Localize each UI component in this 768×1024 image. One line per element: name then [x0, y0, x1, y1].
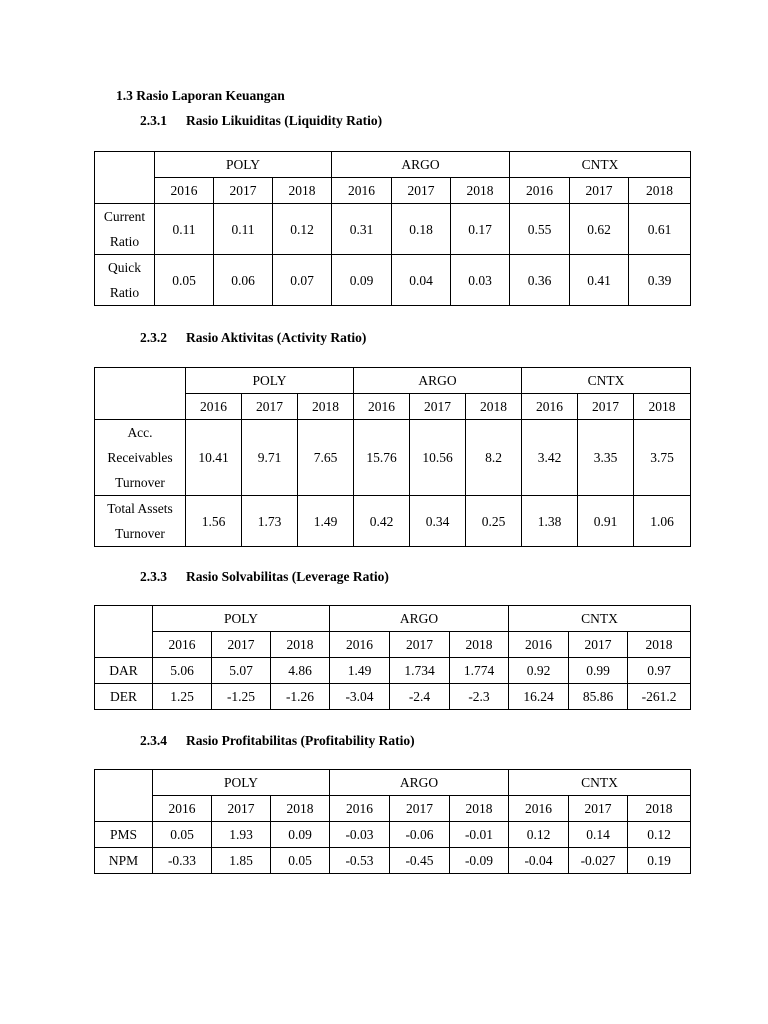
year-header: 2016 [510, 178, 570, 204]
value-cell: 1.774 [450, 658, 509, 684]
value-cell: 0.03 [451, 255, 510, 306]
table-row [95, 255, 691, 306]
value-cell: 5.06 [153, 658, 212, 684]
value-cell: 0.17 [451, 204, 510, 255]
company-header-poly: POLY [153, 606, 330, 632]
year-header: 2017 [569, 796, 628, 822]
year-header-row [95, 632, 691, 658]
year-header-row [95, 178, 691, 204]
value-cell: 0.42 [354, 496, 410, 547]
value-cell: 0.05 [155, 255, 214, 306]
value-cell: 0.09 [332, 255, 392, 306]
value-cell: 1.25 [153, 684, 212, 710]
year-header: 2017 [390, 796, 450, 822]
value-cell: 0.36 [510, 255, 570, 306]
leverage-ratio-table [94, 605, 691, 710]
value-cell: -3.04 [330, 684, 390, 710]
table-header-row [95, 152, 691, 178]
company-header-poly: POLY [155, 152, 332, 178]
profitability-ratio-table [94, 769, 691, 874]
value-cell: 0.91 [578, 496, 634, 547]
row-label: DAR [95, 658, 153, 684]
value-cell: -0.06 [390, 822, 450, 848]
company-header-argo: ARGO [354, 368, 522, 394]
row-label: Total Assets Turnover [95, 496, 186, 547]
value-cell: 0.11 [214, 204, 273, 255]
value-cell: 0.05 [271, 848, 330, 874]
value-cell: -2.3 [450, 684, 509, 710]
value-cell: 10.56 [410, 420, 466, 496]
year-header: 2016 [509, 796, 569, 822]
value-cell: 0.34 [410, 496, 466, 547]
table-row [95, 496, 691, 547]
value-cell: -261.2 [628, 684, 691, 710]
year-header: 2016 [354, 394, 410, 420]
value-cell: 15.76 [354, 420, 410, 496]
year-header: 2018 [273, 178, 332, 204]
table-3-number: 2.3.3 [140, 569, 167, 584]
value-cell: 0.11 [155, 204, 214, 255]
year-header: 2018 [298, 394, 354, 420]
value-cell: 0.25 [466, 496, 522, 547]
company-header-cntx: CNTX [510, 152, 691, 178]
row-label: PMS [95, 822, 153, 848]
value-cell: 0.12 [273, 204, 332, 255]
table-header-row [95, 368, 691, 394]
value-cell: 0.04 [392, 255, 451, 306]
value-cell: 0.31 [332, 204, 392, 255]
table-row [95, 684, 691, 710]
value-cell: 0.19 [628, 848, 691, 874]
row-label: Quick Ratio [95, 255, 155, 306]
value-cell: 0.92 [509, 658, 569, 684]
value-cell: 0.05 [153, 822, 212, 848]
value-cell: 85.86 [569, 684, 628, 710]
value-cell: 0.61 [629, 204, 691, 255]
table-2-number: 2.3.2 [140, 330, 167, 345]
value-cell: 0.41 [570, 255, 629, 306]
year-header: 2017 [410, 394, 466, 420]
value-cell: -0.53 [330, 848, 390, 874]
table-4-title: Rasio Profitabilitas (Profitability Ratio) [186, 733, 415, 748]
value-cell: 0.18 [392, 204, 451, 255]
year-header: 2017 [392, 178, 451, 204]
value-cell: 7.65 [298, 420, 354, 496]
activity-ratio-table [94, 367, 691, 547]
value-cell: -1.25 [212, 684, 271, 710]
table-2-heading [140, 330, 366, 346]
company-header-argo: ARGO [332, 152, 510, 178]
table-3-heading [140, 569, 389, 585]
value-cell: 3.75 [634, 420, 691, 496]
year-header: 2017 [390, 632, 450, 658]
value-cell: -0.027 [569, 848, 628, 874]
year-header: 2017 [212, 632, 271, 658]
company-header-argo: ARGO [330, 770, 509, 796]
year-header: 2016 [153, 796, 212, 822]
table-4-number: 2.3.4 [140, 733, 167, 748]
row-label: Acc. Receivables Turnover [95, 420, 186, 496]
value-cell: -2.4 [390, 684, 450, 710]
year-header: 2018 [634, 394, 691, 420]
value-cell: 5.07 [212, 658, 271, 684]
year-header: 2018 [628, 796, 691, 822]
value-cell: 0.09 [271, 822, 330, 848]
value-cell: 0.12 [509, 822, 569, 848]
table-1-heading [140, 113, 382, 129]
company-header-cntx: CNTX [522, 368, 691, 394]
company-header-poly: POLY [153, 770, 330, 796]
value-cell: 9.71 [242, 420, 298, 496]
value-cell: 3.35 [578, 420, 634, 496]
year-header: 2018 [451, 178, 510, 204]
value-cell: 0.12 [628, 822, 691, 848]
value-cell: 1.734 [390, 658, 450, 684]
year-header: 2016 [332, 178, 392, 204]
value-cell: 0.97 [628, 658, 691, 684]
table-row [95, 420, 691, 496]
table-row [95, 822, 691, 848]
table-1-number: 2.3.1 [140, 113, 167, 128]
corner-cell [95, 152, 155, 204]
year-header: 2017 [214, 178, 273, 204]
value-cell: 1.49 [330, 658, 390, 684]
table-2-title: Rasio Aktivitas (Activity Ratio) [186, 330, 367, 345]
value-cell: -0.33 [153, 848, 212, 874]
table-header-row [95, 606, 691, 632]
value-cell: 10.41 [186, 420, 242, 496]
value-cell: 0.07 [273, 255, 332, 306]
table-header-row [95, 770, 691, 796]
corner-cell [95, 770, 153, 822]
year-header: 2018 [450, 796, 509, 822]
year-header: 2017 [569, 632, 628, 658]
company-header-cntx: CNTX [509, 606, 691, 632]
section-title: 1.3 Rasio Laporan Keuangan [116, 88, 285, 103]
corner-cell [95, 368, 186, 420]
year-header: 2017 [242, 394, 298, 420]
year-header: 2016 [330, 796, 390, 822]
row-label: NPM [95, 848, 153, 874]
value-cell: 1.49 [298, 496, 354, 547]
year-header: 2017 [212, 796, 271, 822]
year-header: 2018 [629, 178, 691, 204]
value-cell: -0.09 [450, 848, 509, 874]
year-header: 2017 [570, 178, 629, 204]
value-cell: -0.45 [390, 848, 450, 874]
value-cell: 0.62 [570, 204, 629, 255]
row-label: DER [95, 684, 153, 710]
value-cell: 1.85 [212, 848, 271, 874]
table-row [95, 848, 691, 874]
value-cell: 4.86 [271, 658, 330, 684]
table-3-title: Rasio Solvabilitas (Leverage Ratio) [186, 569, 389, 584]
value-cell: 0.99 [569, 658, 628, 684]
value-cell: 1.06 [634, 496, 691, 547]
company-header-poly: POLY [186, 368, 354, 394]
table-row [95, 658, 691, 684]
value-cell: 8.2 [466, 420, 522, 496]
value-cell: 0.14 [569, 822, 628, 848]
year-header: 2016 [330, 632, 390, 658]
table-row [95, 204, 691, 255]
value-cell: 1.56 [186, 496, 242, 547]
table-4-heading [140, 733, 415, 749]
value-cell: 0.55 [510, 204, 570, 255]
corner-cell [95, 606, 153, 658]
liquidity-ratio-table [94, 151, 691, 306]
year-header: 2016 [522, 394, 578, 420]
year-header: 2018 [628, 632, 691, 658]
year-header: 2018 [271, 796, 330, 822]
year-header: 2016 [155, 178, 214, 204]
value-cell: -0.03 [330, 822, 390, 848]
value-cell: 3.42 [522, 420, 578, 496]
value-cell: 0.39 [629, 255, 691, 306]
year-header: 2016 [509, 632, 569, 658]
year-header-row [95, 796, 691, 822]
year-header: 2018 [466, 394, 522, 420]
company-header-argo: ARGO [330, 606, 509, 632]
value-cell: -0.01 [450, 822, 509, 848]
value-cell: -0.04 [509, 848, 569, 874]
value-cell: 1.38 [522, 496, 578, 547]
year-header: 2018 [450, 632, 509, 658]
year-header: 2016 [186, 394, 242, 420]
value-cell: 16.24 [509, 684, 569, 710]
year-header: 2016 [153, 632, 212, 658]
table-1-title: Rasio Likuiditas (Liquidity Ratio) [186, 113, 383, 128]
company-header-cntx: CNTX [509, 770, 691, 796]
year-header: 2017 [578, 394, 634, 420]
row-label: Current Ratio [95, 204, 155, 255]
value-cell: 1.73 [242, 496, 298, 547]
year-header: 2018 [271, 632, 330, 658]
value-cell: 1.93 [212, 822, 271, 848]
value-cell: 0.06 [214, 255, 273, 306]
value-cell: -1.26 [271, 684, 330, 710]
